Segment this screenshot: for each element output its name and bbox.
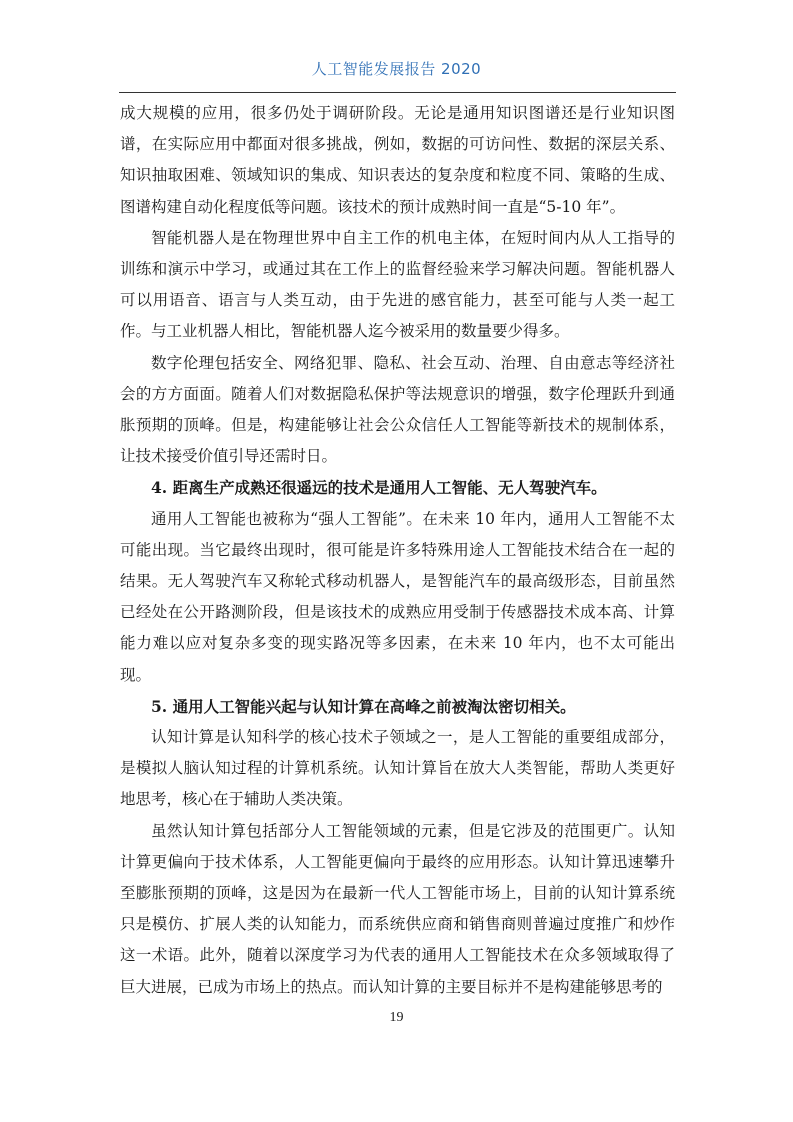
paragraph-cognitive-computing-scope: 虽然认知计算包括部分人工智能领域的元素，但是它涉及的范围更广。认知计算更偏向于技术体系，人工智能更偏向于最终的应用形态。认知计算迅速攀升至膨胀预期的顶峰，这是因为在最新一代人工智能市场上，目前的认知计算系统只是模仿、扩展人类的认知能力，而系统供应商和销售商则普遍过度推广和炒作这一术语。此外，随着以深度学习为代表的通用人工智能技术在众多领域取得了巨大进展，已成为市场上的热点。而认知计算的主要目标并不是构建能够思考的 [120, 821, 675, 996]
section-heading-4: 4. 距离生产成熟还很遥远的技术是通用人工智能、无人驾驶汽车。 [151, 478, 607, 498]
header-divider [119, 92, 676, 93]
page-header-title: 人工智能发展报告 2020 [311, 60, 482, 78]
body-text [120, 98, 675, 1003]
paragraph-cognitive-computing: 认知计算是认知科学的核心技术子领域之一，是人工智能的重要组成部分，是模拟人脑认知过程的计算机系统。认知计算旨在放大人类智能，帮助人类更好地思考，核心在于辅助人类决策。 [120, 728, 675, 809]
section-heading-5: 5. 通用人工智能兴起与认知计算在高峰之前被淘汰密切相关。 [151, 696, 576, 716]
page-number: 19 [389, 1010, 404, 1025]
paragraph-general-ai-autonomous-vehicles: 通用人工智能也被称为“强人工智能”。在未来 10 年内，通用人工智能不太可能出现。当它最终出现时，很可能是许多特殊用途人工智能技术结合在一起的结果。无人驾驶汽车又称轮式移动机器人，是智能汽车的最高级形态，目前虽然已经处在公开路测阶段，但是该技术的成熟应用受制于传感器技术成本高、计算能力难以应对复杂多变的现实路况等多因素，在未来 10 年内，也不太可能出现。 [120, 509, 675, 684]
paragraph-intelligent-robots: 智能机器人是在物理世界中自主工作的机电主体，在短时间内从人工指导的训练和演示中学习，或通过其在工作上的监督经验来学习解决问题。智能机器人可以用语音、语言与人类互动，由于先进的感官能力，甚至可能与人类一起工作。与工业机器人相比，智能机器人迄今被采用的数量要少得多。 [120, 228, 675, 341]
paragraph-digital-ethics: 数字伦理包括安全、网络犯罪、隐私、社会互动、治理、自由意志等经济社会的方方面面。随着人们对数据隐私保护等法规意识的增强，数字伦理跃升到通胀预期的顶峰。但是，构建能够让社会公众信任人工智能等新技术的规制体系，让技术接受价值引导还需时日。 [120, 353, 675, 466]
paragraph-knowledge-graph-continued: 成大规模的应用，很多仍处于调研阶段。无论是通用知识图谱还是行业知识图谱，在实际应用中都面对很多挑战，例如，数据的可访问性、数据的深层关系、知识抽取困难、领域知识的集成、知识表达的复杂度和粒度不同、策略的生成、图谱构建自动化程度低等问题。该技术的预计成熟时间一直是“5-10 年”。 [120, 104, 675, 216]
